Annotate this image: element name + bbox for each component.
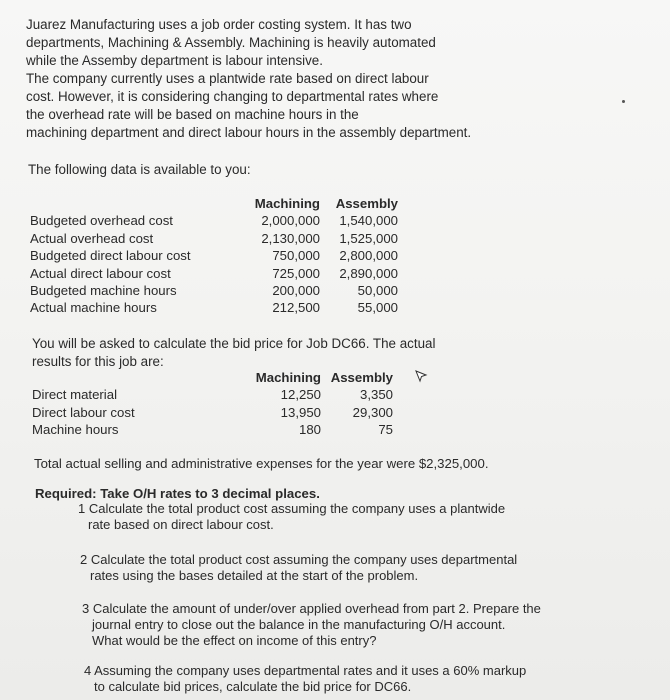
table-row bbox=[30, 247, 398, 264]
required-heading: Required: Take O/H rates to 3 decimal places. bbox=[35, 486, 320, 501]
row-label: Actual overhead cost bbox=[30, 230, 154, 246]
header-assembly: Assembly bbox=[330, 370, 393, 385]
table-row bbox=[32, 386, 393, 403]
assembly-value: 1,540,000 bbox=[339, 213, 398, 229]
machining-value: 2,130,000 bbox=[261, 230, 320, 246]
intro-line: departments, Machining & Assembly. Machining is heavily automated bbox=[26, 35, 436, 50]
assembly-value: 29,300 bbox=[352, 404, 393, 420]
available-text: The following data is available to you: bbox=[28, 162, 251, 177]
intro-paragraph bbox=[26, 16, 471, 142]
header-machining: Machining bbox=[255, 370, 321, 385]
row-label: Budgeted machine hours bbox=[30, 283, 177, 299]
table-row bbox=[32, 404, 393, 421]
cursor-arrow-icon bbox=[414, 369, 428, 383]
machining-value: 200,000 bbox=[272, 283, 320, 299]
total-expenses-text: Total actual selling and administrative expenses for the year were $2,325,000. bbox=[34, 456, 489, 471]
row-label: Direct labour cost bbox=[32, 404, 135, 420]
table-row bbox=[30, 282, 398, 299]
row-label: Machine hours bbox=[32, 422, 119, 438]
question-line: 2 Calculate the total product cost assuming the company uses departmental bbox=[80, 552, 518, 567]
question-3 bbox=[82, 601, 541, 649]
question-line: rate based on direct labour cost. bbox=[88, 517, 274, 532]
question-line: 4 Assuming the company uses departmental rates and it uses a 60% markup bbox=[84, 663, 527, 678]
row-label: Budgeted direct labour cost bbox=[30, 248, 191, 264]
question-line: journal entry to close out the balance in the manufacturing O/H account. bbox=[92, 617, 506, 632]
job-table bbox=[32, 369, 393, 439]
row-label: Budgeted overhead cost bbox=[30, 213, 173, 229]
assembly-value: 75 bbox=[378, 422, 393, 438]
row-label: Actual machine hours bbox=[30, 300, 157, 316]
job-table-header bbox=[32, 369, 393, 386]
job-line: results for this job are: bbox=[32, 354, 164, 369]
table-row bbox=[30, 299, 398, 316]
row-label: Actual direct labour cost bbox=[30, 265, 171, 281]
intro-line: Juarez Manufacturing uses a job order costing system. It has two bbox=[26, 17, 412, 32]
intro-line: while the Assemby department is labour intensive. bbox=[26, 53, 323, 68]
question-line: rates using the bases detailed at the start of the problem. bbox=[90, 568, 419, 583]
stray-mark bbox=[622, 100, 625, 103]
assembly-value: 50,000 bbox=[357, 283, 398, 299]
machining-value: 2,000,000 bbox=[261, 213, 320, 229]
machining-value: 13,950 bbox=[280, 404, 321, 420]
assembly-value: 2,800,000 bbox=[339, 248, 398, 264]
table-row bbox=[30, 265, 398, 282]
table-row bbox=[30, 212, 398, 229]
assembly-value: 3,350 bbox=[359, 387, 393, 403]
machining-value: 212,500 bbox=[272, 300, 320, 316]
intro-line: the overhead rate will be based on machine hours in the bbox=[26, 107, 359, 122]
row-label: Direct material bbox=[32, 387, 118, 403]
machining-value: 750,000 bbox=[272, 248, 320, 264]
header-assembly: Assembly bbox=[335, 196, 398, 211]
question-2 bbox=[80, 552, 517, 584]
assembly-value: 1,525,000 bbox=[339, 230, 398, 246]
budget-table-header bbox=[30, 195, 398, 212]
machining-value: 12,250 bbox=[280, 387, 321, 403]
header-machining: Machining bbox=[254, 196, 320, 211]
table-row bbox=[32, 421, 393, 438]
job-paragraph bbox=[32, 335, 435, 371]
intro-line: cost. However, it is considering changing to departmental rates where bbox=[26, 89, 439, 104]
intro-line: machining department and direct labour hours in the assembly department. bbox=[26, 125, 472, 140]
question-line: 3 Calculate the amount of under/over applied overhead from part 2. Prepare the bbox=[82, 601, 541, 616]
table-row bbox=[30, 230, 398, 247]
question-1 bbox=[78, 501, 505, 533]
budget-table bbox=[30, 195, 398, 317]
question-line: to calculate bid prices, calculate the bid price for DC66. bbox=[94, 679, 412, 694]
question-line: 1 Calculate the total product cost assuming the company uses a plantwide bbox=[78, 501, 506, 516]
question-4 bbox=[84, 663, 526, 695]
machining-value: 725,000 bbox=[272, 265, 320, 281]
intro-line: The company currently uses a plantwide rate based on direct labour bbox=[26, 71, 429, 86]
job-line: You will be asked to calculate the bid price for Job DC66. The actual bbox=[32, 336, 436, 351]
assembly-value: 55,000 bbox=[357, 300, 398, 316]
machining-value: 180 bbox=[298, 422, 321, 438]
question-line: What would be the effect on income of this entry? bbox=[92, 633, 377, 648]
assembly-value: 2,890,000 bbox=[339, 265, 398, 281]
